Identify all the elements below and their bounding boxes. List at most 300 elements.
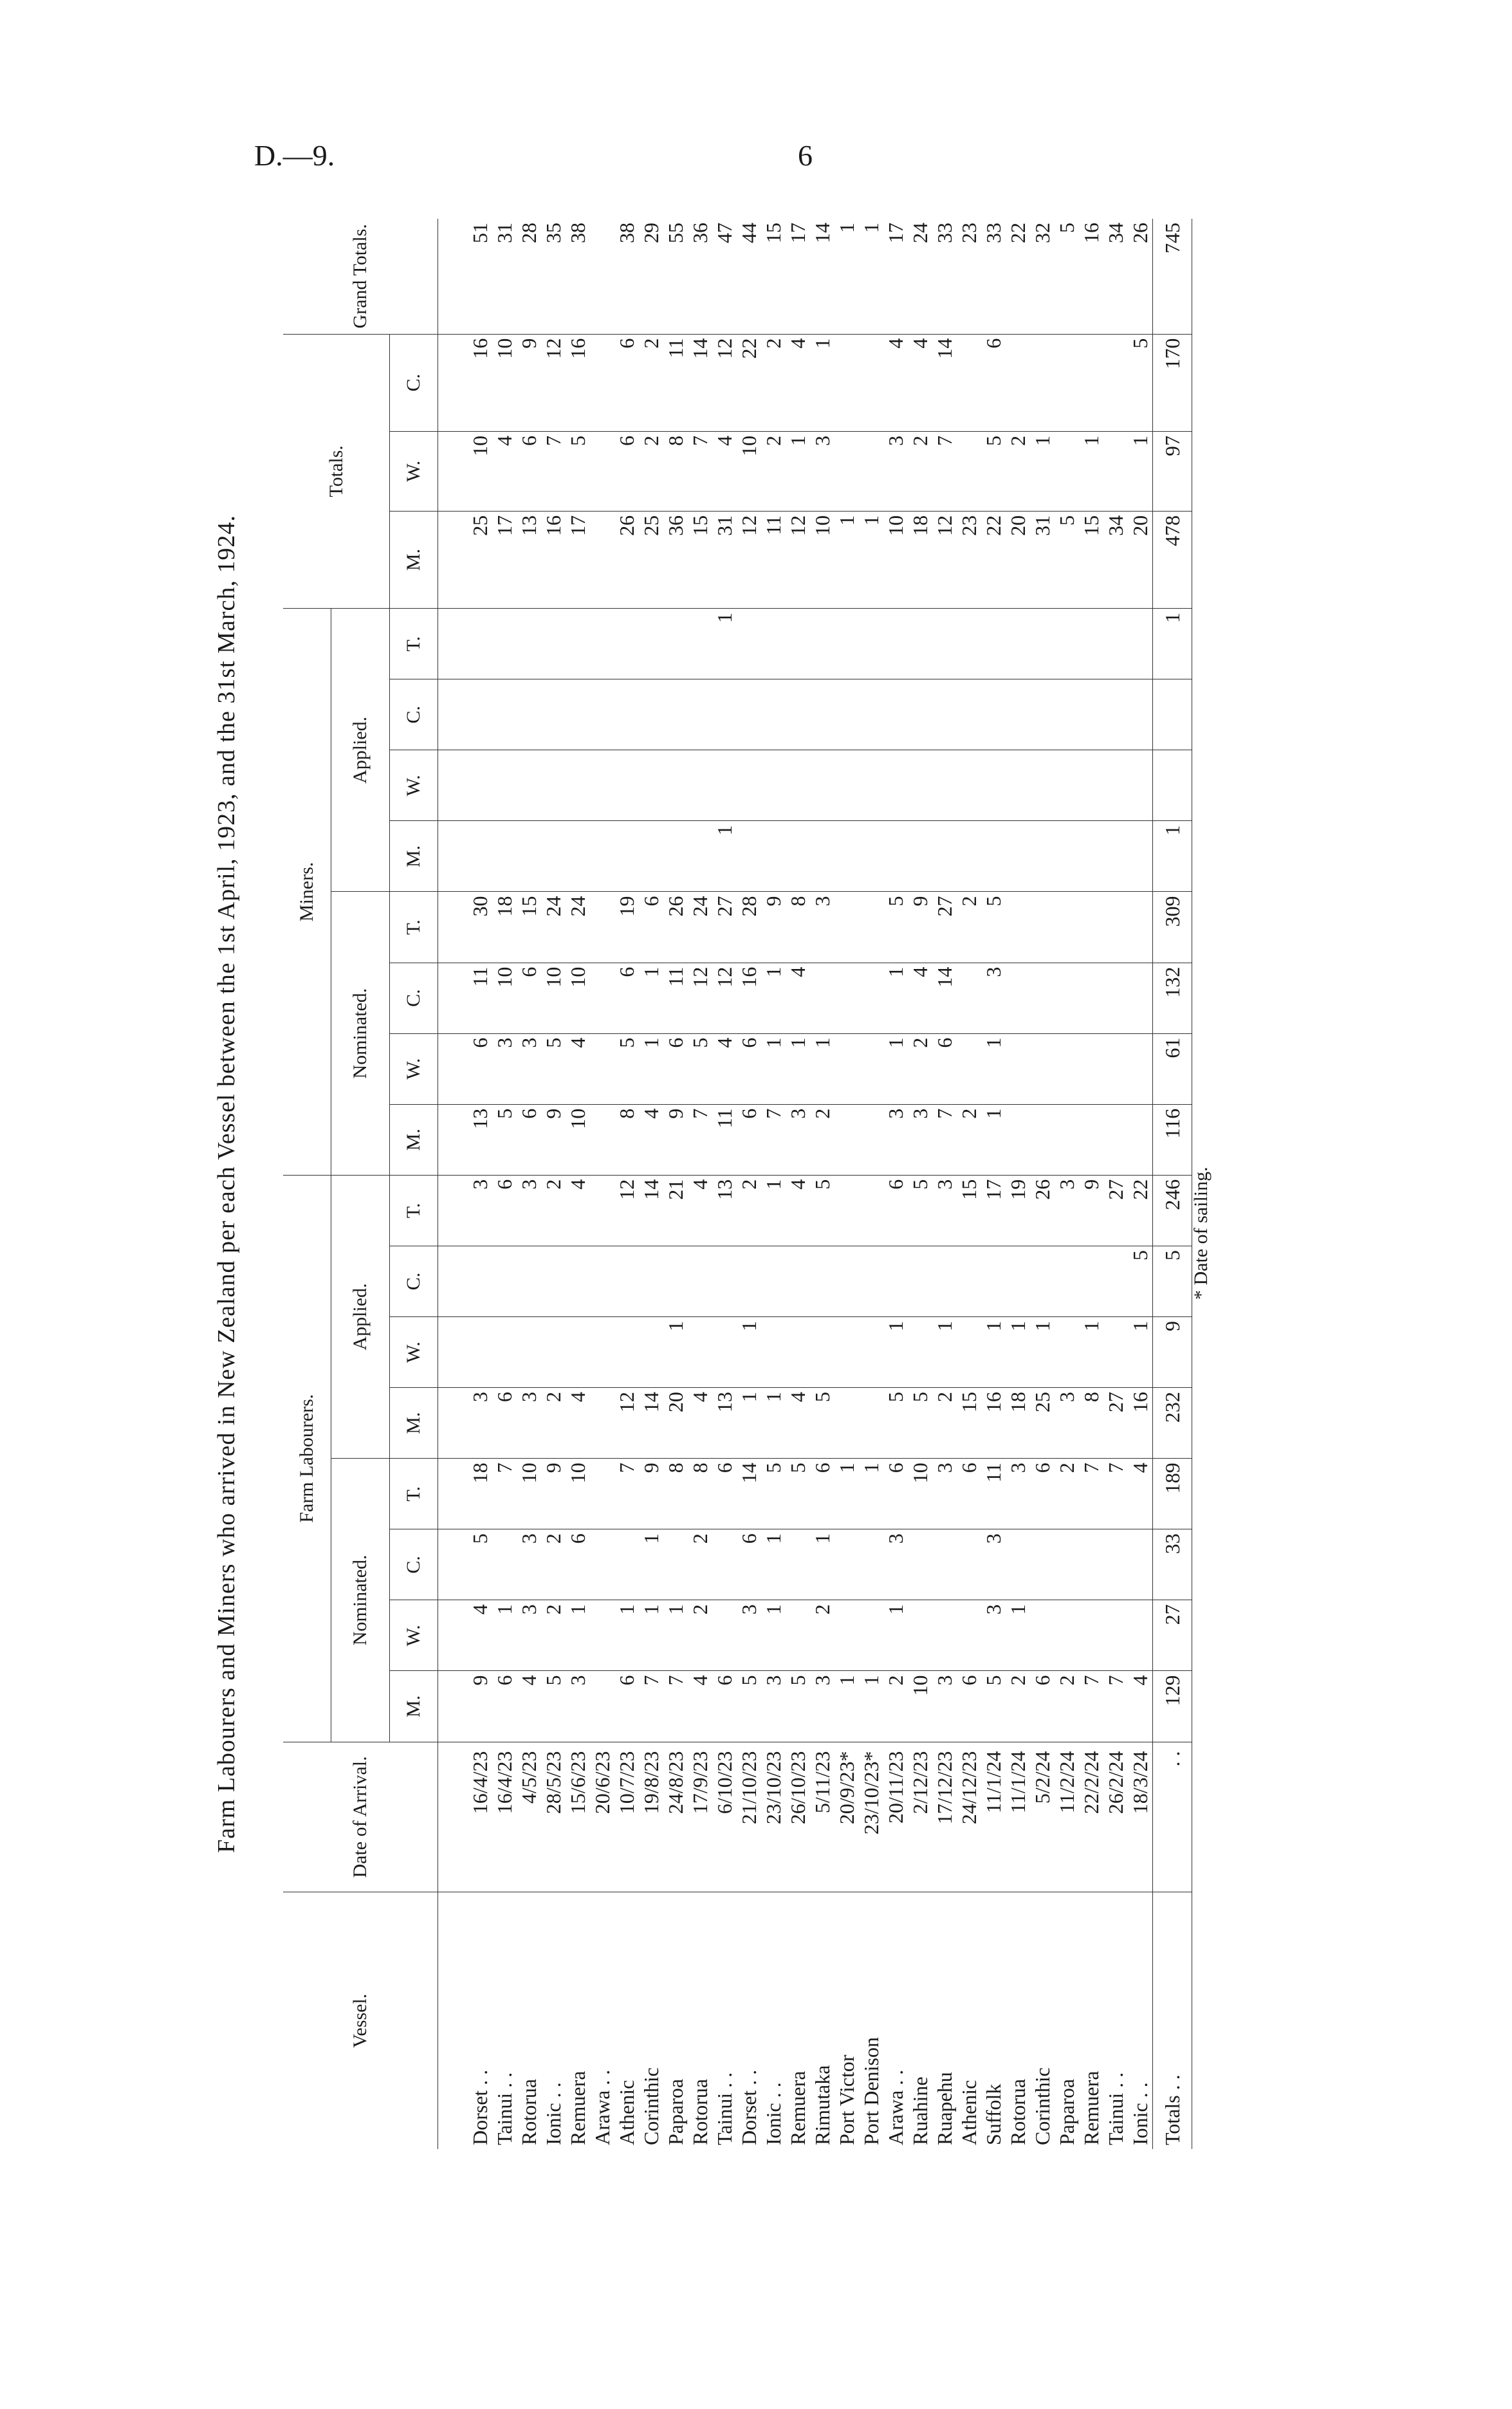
flm_n-cell: 1 xyxy=(761,1529,786,1600)
arrival-date: 24/8/23 xyxy=(663,1742,688,1892)
flm_a-cell: 3 xyxy=(932,1175,957,1246)
flm_a-cell: 232 xyxy=(1153,1388,1192,1459)
flm_n-cell: 1 xyxy=(663,1600,688,1671)
tot-cell: 36 xyxy=(663,511,688,608)
flm_n-cell: 7 xyxy=(492,1459,517,1529)
flm_n-cell: 10 xyxy=(566,1459,590,1529)
min_n-cell: 6 xyxy=(614,963,639,1033)
tot-cell: 2 xyxy=(761,431,786,511)
min_a-cell xyxy=(517,609,541,679)
flm_a-cell: 5 xyxy=(1128,1246,1153,1316)
vessel-name: Dorset . . xyxy=(468,2069,492,2145)
flm_n-cell xyxy=(712,1600,737,1671)
flm_n-cell: 3 xyxy=(1006,1459,1030,1529)
min_n-cell: 27 xyxy=(932,892,957,963)
flm_n-cell: 14 xyxy=(737,1459,761,1529)
min_a-cell xyxy=(1079,609,1103,679)
flm_n-cell: 2 xyxy=(1055,1671,1079,1742)
min_n-cell: 15 xyxy=(517,892,541,963)
arrival-date: 11/1/24 xyxy=(981,1742,1006,1892)
min_n-cell: 30 xyxy=(438,892,493,963)
grand-total-cell: 15 xyxy=(761,219,786,334)
table-row xyxy=(1006,219,1030,2149)
tot-cell: 1 xyxy=(859,511,883,608)
vessel-name: Ionic . . xyxy=(542,2082,565,2145)
min_a-cell xyxy=(639,750,663,821)
flm_n-cell: 3 xyxy=(810,1671,834,1742)
min_n-cell xyxy=(1006,1104,1030,1175)
min_a-cell xyxy=(761,750,786,821)
min_n-cell: 13 xyxy=(438,1104,493,1175)
flm_a-cell: 9 xyxy=(1079,1175,1103,1246)
min_a-cell xyxy=(1055,609,1079,679)
table-row xyxy=(712,219,737,2149)
grand-total-cell: 47 xyxy=(712,219,737,334)
min_n-cell: 9 xyxy=(761,892,786,963)
min_n-cell: 116 xyxy=(1153,1104,1192,1175)
min_a-cell xyxy=(761,679,786,750)
arrival-date: 16/4/23 xyxy=(438,1742,493,1892)
flm_n-cell: 2 xyxy=(688,1600,712,1671)
min_n-cell: 6 xyxy=(932,1033,957,1104)
arrival-date: 11/1/24 xyxy=(1006,1742,1030,1892)
tot-cell: 2 xyxy=(639,431,663,511)
min_a-cell xyxy=(737,679,761,750)
min_a-cell xyxy=(517,821,541,892)
min_a-cell xyxy=(1006,821,1030,892)
table-row xyxy=(639,219,663,2149)
flm_n-cell xyxy=(1128,1600,1153,1671)
tot-cell: 12 xyxy=(712,334,737,431)
flm_a-cell xyxy=(957,1317,981,1388)
sub-w: W. xyxy=(390,750,438,821)
col-vessel: Vessel. xyxy=(283,1892,438,2149)
min_n-cell: 10 xyxy=(566,963,590,1033)
arrival-date: 16/4/23 xyxy=(492,1742,517,1892)
min_a-cell xyxy=(810,679,834,750)
min_n-cell xyxy=(590,963,614,1033)
grand-total-cell: 31 xyxy=(492,219,517,334)
tot-cell: 1 xyxy=(834,511,859,608)
flm_n-cell: 5 xyxy=(786,1459,810,1529)
min_n-cell xyxy=(1103,1033,1128,1104)
flm_n-cell xyxy=(786,1529,810,1600)
min_a-cell xyxy=(566,821,590,892)
grand-total-cell: 16 xyxy=(1079,219,1103,334)
min_a-cell: 1 xyxy=(712,609,737,679)
min_a-cell xyxy=(639,609,663,679)
tot-cell: 22 xyxy=(981,511,1006,608)
flm_n-cell xyxy=(1103,1600,1128,1671)
grand-total-cell: 33 xyxy=(932,219,957,334)
flm_n-cell: 1 xyxy=(810,1529,834,1600)
min_n-cell: 1 xyxy=(786,1033,810,1104)
min_a-cell xyxy=(834,609,859,679)
flm_n-cell: 10 xyxy=(517,1459,541,1529)
min_a-cell xyxy=(1055,821,1079,892)
min_n-cell: 7 xyxy=(932,1104,957,1175)
min_n-cell: 4 xyxy=(566,1033,590,1104)
vessel-name: Arawa . . xyxy=(884,2069,907,2145)
flm_a-cell xyxy=(786,1246,810,1316)
grand-total-cell: 17 xyxy=(883,219,908,334)
flm_a-cell xyxy=(908,1246,932,1316)
flm_a-cell xyxy=(590,1317,614,1388)
min_a-cell xyxy=(517,679,541,750)
table-row xyxy=(859,219,883,2149)
flm_n-cell xyxy=(1055,1529,1079,1600)
flm_a-cell: 4 xyxy=(786,1175,810,1246)
min_n-cell xyxy=(590,892,614,963)
min_n-cell xyxy=(1055,963,1079,1033)
vessel-name: Ruahine xyxy=(908,2076,932,2145)
flm_a-cell: 13 xyxy=(712,1175,737,1246)
min_n-cell: 1 xyxy=(981,1033,1006,1104)
min_a-cell xyxy=(566,609,590,679)
min_n-cell: 132 xyxy=(1153,963,1192,1033)
grand-total-cell: 38 xyxy=(566,219,590,334)
flm_n-cell xyxy=(834,1600,859,1671)
min_a-cell xyxy=(834,750,859,821)
flm_a-cell: 17 xyxy=(981,1175,1006,1246)
arrival-date: 26/10/23 xyxy=(786,1742,810,1892)
arrival-date: 26/2/24 xyxy=(1103,1742,1128,1892)
flm_n-cell: 9 xyxy=(541,1459,566,1529)
tot-cell: 12 xyxy=(932,511,957,608)
table-row xyxy=(1055,219,1079,2149)
flm_a-cell xyxy=(1006,1246,1030,1316)
flm_n-cell: 2 xyxy=(883,1671,908,1742)
min_n-cell: 309 xyxy=(1153,892,1192,963)
flm_n-cell: 1 xyxy=(614,1600,639,1671)
arrival-date: 15/6/23 xyxy=(566,1742,590,1892)
min_a-cell xyxy=(737,821,761,892)
vessel-name: Suffolk xyxy=(982,2083,1005,2145)
flm_a-cell xyxy=(492,1246,517,1316)
flm_n-cell: 11 xyxy=(981,1459,1006,1529)
tot-cell: 2 xyxy=(761,334,786,431)
sub-c: C. xyxy=(390,1246,438,1316)
flm_a-cell xyxy=(1103,1317,1128,1388)
flm_a-cell xyxy=(492,1317,517,1388)
flm_a-cell xyxy=(712,1246,737,1316)
min_n-cell xyxy=(1079,1033,1103,1104)
vessel-name: Ionic . . xyxy=(762,2082,785,2145)
min_n-cell xyxy=(957,963,981,1033)
flm_n-cell xyxy=(859,1600,883,1671)
flm_n-cell xyxy=(663,1529,688,1600)
min_a-cell xyxy=(908,821,932,892)
min_n-cell xyxy=(1128,1033,1153,1104)
min_n-cell: 2 xyxy=(957,892,981,963)
min_n-cell: 5 xyxy=(541,1033,566,1104)
flm_n-cell: 10 xyxy=(908,1671,932,1742)
min_a-cell xyxy=(1128,750,1153,821)
table-row xyxy=(883,219,908,2149)
flm_a-cell: 1 xyxy=(737,1388,761,1459)
flm_a-cell: 4 xyxy=(566,1388,590,1459)
flm_a-cell: 12 xyxy=(614,1175,639,1246)
sub-m: M. xyxy=(390,1388,438,1459)
min_a-cell xyxy=(786,750,810,821)
flm_a-cell xyxy=(663,1246,688,1316)
min_a-cell: 1 xyxy=(712,821,737,892)
min_a-cell xyxy=(908,750,932,821)
grand-total-cell: 38 xyxy=(614,219,639,334)
min_a-cell xyxy=(688,750,712,821)
flm_n-cell: 3 xyxy=(737,1600,761,1671)
tot-cell: 14 xyxy=(688,334,712,431)
flm_n-cell: 7 xyxy=(614,1459,639,1529)
page-number: 6 xyxy=(798,139,813,172)
flm_a-cell: 4 xyxy=(786,1388,810,1459)
min_a-cell xyxy=(761,609,786,679)
min_a-cell xyxy=(1103,679,1128,750)
min_a-cell xyxy=(541,609,566,679)
min_n-cell: 11 xyxy=(663,963,688,1033)
flm_a-cell xyxy=(761,1317,786,1388)
flm_a-cell xyxy=(614,1246,639,1316)
flm_n-cell: 6 xyxy=(566,1529,590,1600)
tot-cell: 20 xyxy=(1128,511,1153,608)
tot-cell: 5 xyxy=(1055,511,1079,608)
flm_a-cell: 13 xyxy=(712,1388,737,1459)
flm_a-cell: 12 xyxy=(614,1388,639,1459)
flm_n-cell: 4 xyxy=(517,1671,541,1742)
flm_n-cell: 5 xyxy=(981,1671,1006,1742)
min_n-cell: 27 xyxy=(712,892,737,963)
flm_a-cell xyxy=(541,1317,566,1388)
grand-total-cell: 32 xyxy=(1030,219,1055,334)
flm_n-cell: 4 xyxy=(688,1671,712,1742)
min_n-cell: 1 xyxy=(761,963,786,1033)
min_a-cell xyxy=(712,679,737,750)
flm_n-cell: 3 xyxy=(981,1600,1006,1671)
min_n-cell: 9 xyxy=(908,892,932,963)
min_n-cell: 18 xyxy=(492,892,517,963)
flm_a-cell: 5 xyxy=(810,1388,834,1459)
flm_a-cell xyxy=(908,1317,932,1388)
table-row xyxy=(932,219,957,2149)
tot-cell: 31 xyxy=(712,511,737,608)
flm_a-cell: 1 xyxy=(1128,1317,1153,1388)
min_a-cell xyxy=(786,821,810,892)
tot-cell: 5 xyxy=(981,431,1006,511)
flm_n-cell: 3 xyxy=(981,1529,1006,1600)
min_n-cell: 24 xyxy=(688,892,712,963)
tot-cell xyxy=(957,334,981,431)
table-row xyxy=(786,219,810,2149)
tot-cell xyxy=(590,334,614,431)
flm_n-cell xyxy=(957,1529,981,1600)
min_a-cell xyxy=(663,821,688,892)
grand-total-cell: 745 xyxy=(1153,219,1192,334)
tot-cell xyxy=(590,511,614,608)
flm_a-cell xyxy=(859,1175,883,1246)
flm_a-cell xyxy=(438,1246,493,1316)
vessel-name: Corinthic xyxy=(640,2067,663,2145)
table-row xyxy=(614,219,639,2149)
flm_n-cell: 1 xyxy=(492,1600,517,1671)
flm_a-cell xyxy=(566,1246,590,1316)
vessel-name: Paparoa xyxy=(664,2078,687,2145)
flm_n-cell: 3 xyxy=(517,1600,541,1671)
flm_n-cell: 2 xyxy=(1006,1671,1030,1742)
table-row xyxy=(981,219,1006,2149)
tot-cell xyxy=(834,431,859,511)
min_n-cell: 24 xyxy=(541,892,566,963)
sub-m: M. xyxy=(390,1104,438,1175)
vessel-name: Remuera xyxy=(1080,2071,1103,2145)
flm_n-cell: 9 xyxy=(438,1671,493,1742)
tot-cell xyxy=(1055,431,1079,511)
tot-cell: 23 xyxy=(957,511,981,608)
flm_n-cell: 33 xyxy=(1153,1529,1192,1600)
min_a-cell xyxy=(908,679,932,750)
tot-cell: 17 xyxy=(566,511,590,608)
min_a-cell xyxy=(859,609,883,679)
flm_n-cell xyxy=(786,1600,810,1671)
tot-cell: 3 xyxy=(810,431,834,511)
min_a-cell xyxy=(981,750,1006,821)
tot-cell: 15 xyxy=(1079,511,1103,608)
tot-cell xyxy=(1030,334,1055,431)
grand-total-cell: 26 xyxy=(1128,219,1153,334)
col-grand-totals: Grand Totals. xyxy=(283,219,438,334)
flm_a-cell: 1 xyxy=(761,1175,786,1246)
sub-w: W. xyxy=(390,431,438,511)
tot-cell: 1 xyxy=(1128,431,1153,511)
flm_n-cell: 1 xyxy=(566,1600,590,1671)
tot-cell: 10 xyxy=(438,431,493,511)
flm_n-cell: 2 xyxy=(541,1529,566,1600)
min_n-cell: 4 xyxy=(712,1033,737,1104)
min_a-cell xyxy=(810,609,834,679)
tot-cell: 478 xyxy=(1153,511,1192,608)
min_n-cell: 6 xyxy=(737,1104,761,1175)
flm_a-cell xyxy=(639,1246,663,1316)
vessel-name: Port Denison xyxy=(860,2037,883,2145)
flm_a-cell: 246 xyxy=(1153,1175,1192,1246)
flm_a-cell xyxy=(932,1246,957,1316)
min_a-cell xyxy=(1030,609,1055,679)
min_a-cell xyxy=(932,609,957,679)
min_n-cell: 16 xyxy=(737,963,761,1033)
min_n-cell xyxy=(1103,963,1128,1033)
tot-cell: 2 xyxy=(1006,431,1030,511)
flm_a-cell xyxy=(1055,1246,1079,1316)
table-row xyxy=(1030,219,1055,2149)
min_n-cell: 8 xyxy=(786,892,810,963)
flm_n-cell xyxy=(590,1459,614,1529)
tot-cell: 8 xyxy=(663,431,688,511)
report-reference: D.—9. xyxy=(254,139,335,172)
min_a-cell xyxy=(663,609,688,679)
col-miners: Miners. xyxy=(283,609,331,1176)
tot-cell: 7 xyxy=(541,431,566,511)
min_n-cell: 6 xyxy=(639,892,663,963)
flm_a-cell xyxy=(883,1246,908,1316)
arrival-date: . . xyxy=(1153,1742,1192,1892)
min_n-cell xyxy=(957,1033,981,1104)
flm_n-cell: 27 xyxy=(1153,1600,1192,1671)
sub-t: T. xyxy=(390,609,438,679)
flm_a-cell xyxy=(688,1246,712,1316)
flm_n-cell: 2 xyxy=(688,1529,712,1600)
tot-cell: 12 xyxy=(541,334,566,431)
min_n-cell: 4 xyxy=(908,963,932,1033)
min_n-cell: 10 xyxy=(492,963,517,1033)
flm_n-cell xyxy=(1030,1529,1055,1600)
flm_n-cell: 1 xyxy=(859,1459,883,1529)
grand-total-cell: 35 xyxy=(541,219,566,334)
table-row xyxy=(663,219,688,2149)
tot-cell: 170 xyxy=(1153,334,1192,431)
min_n-cell: 1 xyxy=(883,1033,908,1104)
min_n-cell: 2 xyxy=(908,1033,932,1104)
arrival-date: 19/8/23 xyxy=(639,1742,663,1892)
flm_n-cell: 10 xyxy=(908,1459,932,1529)
min_a-cell xyxy=(1030,679,1055,750)
flm_n-cell: 7 xyxy=(663,1671,688,1742)
min_a-cell xyxy=(438,821,493,892)
flm_n-cell: 1 xyxy=(834,1671,859,1742)
min_n-cell: 6 xyxy=(517,1104,541,1175)
tot-cell: 31 xyxy=(1030,511,1055,608)
min_a-cell xyxy=(932,679,957,750)
min_a-cell xyxy=(438,750,493,821)
rotated-table-region xyxy=(212,219,1306,2149)
min_a-cell xyxy=(1006,750,1030,821)
min_a-cell xyxy=(639,821,663,892)
min_n-cell: 1 xyxy=(639,963,663,1033)
flm_a-cell: 25 xyxy=(1030,1388,1055,1459)
flm_n-cell: 5 xyxy=(786,1671,810,1742)
min_a-cell xyxy=(981,609,1006,679)
tot-cell: 18 xyxy=(908,511,932,608)
flm_a-cell xyxy=(566,1317,590,1388)
min_n-cell xyxy=(859,963,883,1033)
flm_n-cell xyxy=(1079,1529,1103,1600)
min_a-cell xyxy=(908,609,932,679)
flm_a-cell: 3 xyxy=(517,1175,541,1246)
tot-cell: 34 xyxy=(1103,511,1128,608)
tot-cell: 10 xyxy=(883,511,908,608)
min_n-cell: 3 xyxy=(908,1104,932,1175)
min_a-cell xyxy=(957,821,981,892)
min_n-cell: 4 xyxy=(786,963,810,1033)
tot-cell: 10 xyxy=(492,334,517,431)
min_n-cell xyxy=(859,892,883,963)
tot-cell: 16 xyxy=(541,511,566,608)
sub-m: M. xyxy=(390,1671,438,1742)
arrival-date: 17/12/23 xyxy=(932,1742,957,1892)
flm_n-cell: 5 xyxy=(541,1671,566,1742)
min_n-cell xyxy=(1030,1104,1055,1175)
flm_a-cell: 3 xyxy=(1055,1388,1079,1459)
flm_a-cell: 27 xyxy=(1103,1388,1128,1459)
min_a-cell xyxy=(517,750,541,821)
flm_a-cell: 6 xyxy=(492,1175,517,1246)
flm_a-cell: 3 xyxy=(517,1388,541,1459)
tot-cell: 2 xyxy=(639,334,663,431)
grand-total-cell: 5 xyxy=(1055,219,1079,334)
min_a-cell xyxy=(810,750,834,821)
footnote: * Date of sailing. xyxy=(1190,1167,1212,1300)
vessel-name: Ruapehu xyxy=(933,2072,956,2145)
flm_n-cell xyxy=(859,1529,883,1600)
min_a-cell xyxy=(541,821,566,892)
